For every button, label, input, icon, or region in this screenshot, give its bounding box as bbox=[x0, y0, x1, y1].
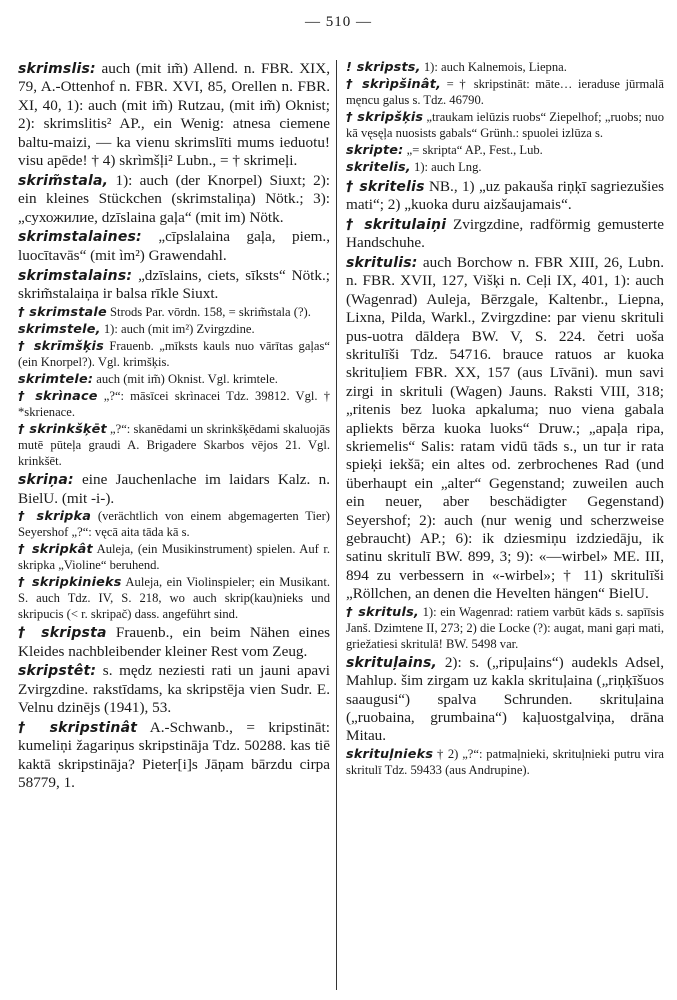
entry-text: Frauenb., ein beim Nähen eines Kleides nachbleibender kleiner Rest vom Zeug. bbox=[18, 624, 330, 660]
dictionary-entry bbox=[346, 605, 664, 652]
entry-headword: skripte: bbox=[346, 143, 404, 159]
dictionary-entry bbox=[18, 305, 330, 321]
entry-text: Frauenb. „mīksts kauls nuo vārītas gaļas“ (ein Knorpel?). Vgl. krimšķis. bbox=[18, 339, 330, 370]
dictionary-entry bbox=[18, 339, 330, 371]
dictionary-entry bbox=[18, 172, 330, 227]
dictionary-entry bbox=[346, 178, 664, 215]
entry-headword: † skrīmšķis bbox=[18, 339, 104, 355]
column-divider bbox=[336, 60, 337, 990]
entry-text: Auleja, (ein Musikinstrument) spielen. Auf r. skripka „Violine“ beruhend. bbox=[18, 542, 331, 573]
dictionary-entry bbox=[18, 662, 330, 717]
entry-headword: skrimtele: bbox=[18, 372, 94, 388]
entry-headword: skrimstalaines: bbox=[18, 229, 142, 246]
entry-headword: skripstêt: bbox=[18, 663, 97, 680]
dictionary-entry bbox=[18, 60, 330, 170]
dictionary-entry bbox=[18, 624, 330, 661]
entry-text: auch (mit im̃) Allend. n. FBR. XIX, 79, A.-Ottenhof n. FBR. XVI, 85, Orellen n. FBR. XI, 40, 1): auch (mit im̃) Rutzau, (mit im̃) Oknist; 2): skrimslitis² AP., ein Wenig: atnesa ciemene baltu-maizi, — ka vienu skrimslīti mums ieduotu! visu apēde! † 4) skrìmšļi² Lubn., = † skrimeļi. bbox=[18, 60, 330, 170]
left-column bbox=[18, 60, 330, 794]
right-column bbox=[346, 60, 664, 780]
entry-text: „traukam ielūzis ruobs“ Ziepelhof; „ruobs; nuo kā vęsęļa nuosists gabals“ Grünh.: spuolei izlūza s. bbox=[346, 110, 664, 140]
dictionary-entry bbox=[346, 254, 664, 604]
entry-text: Strods Par. vōrdn. 158, = skrim̃stala (?). bbox=[106, 304, 311, 319]
dictionary-entry bbox=[346, 110, 664, 142]
entry-text: (verächtlich von einem abgemagerten Tier) Seyershof „?“: vęcā aita tāda kā s. bbox=[18, 509, 330, 540]
entry-text: auch Borchow n. FBR XIII, 26, Lubn. n. FBR. XVII, 127, Višķi n. Ceļi IX, 401, 1): auch (Wagenrad) Auleja, Bērzgale, Kaltenbr., Liepna, Lixna, Pilda, Warkl., Zvirgzdine: par vienu skrituli pus-uotra dāldeŗa BW. V, S. 224. četri uoša skritulīši Tdz. 54716. brauce ratuos ar kuoka skrituļiem FBR. XX, 157 (aus Līvāni). mun savi zirgi in skrituli (Wagen) Jauns. Raksti VIII, 318; „ritenis bez luoka apkaluma; nuo viena gabala apliekts bērza kuoka luoks“ Druw.; „apaļa ripa, skriemelis“ Salis: ratam vidū tāds s., un tur ir rata spieķi iekšā; ein altes od. zerbrochenes Rad (und überhaupt ein „alter“ Gegenstand; zuweilen auch ein neuer, aber beschädigter Gegenstand) Seyershof; 2): auch (nur wenig und scherzweise gebraucht) AP.; 6): ik dziesmiņu izdziedāju, ik satinu skritulī BW. 899, 3; 9): «—wirbel» ME. III, 894 zu verbessern in «-wirbel»; † 11) skritulīši „Röllchen, an denen die Hevelten hängen“ BielU. bbox=[346, 253, 664, 603]
dictionary-entry bbox=[18, 575, 330, 622]
entry-text: „= skripta“ AP., Fest., Lub. bbox=[403, 143, 543, 158]
dictionary-entry bbox=[346, 143, 664, 159]
entry-text: „?“: skanēdami un skrinkšķēdami skaluojās mutē pūteļa graudi A. Brigadere Skarbos vējos 21. Vgl. krinkšēt. bbox=[18, 422, 330, 468]
entry-headword: † skrituls, bbox=[346, 605, 419, 621]
dictionary-entry bbox=[18, 228, 330, 265]
dictionary-entry bbox=[346, 160, 664, 176]
dictionary-entry bbox=[18, 267, 330, 304]
entry-text: NB., 1) „uz pakauša riņķī sagriezušies mati“; 2) „kuoka duru aizšaujamais“. bbox=[346, 177, 664, 213]
dictionary-entry bbox=[18, 719, 330, 793]
entry-text: auch (mit im̃) Oknist. Vgl. krimtele. bbox=[93, 372, 278, 387]
entry-text: s. mędz neziesti rati un jauni apavi Zvirgzdine. rakstīdams, ka skripstēja vien Sudr. E. Velnu dzinējs (1941), 53. bbox=[18, 662, 330, 717]
entry-headword: † skritulaiņi bbox=[346, 216, 447, 233]
entry-text: Auleja, ein Violinspieler; ein Musikant. S. auch Tdz. IV, S. 218, wo auch skrip(kau)nieks und skripucis (< r. skripač) dass. angeführt sind. bbox=[18, 575, 330, 621]
dictionary-entry bbox=[18, 322, 330, 338]
entry-headword: skrituļains, bbox=[346, 654, 438, 671]
entry-headword: † skripsta bbox=[18, 625, 107, 642]
entry-text: 1): ein Wagenrad: ratiem varbūt kāds s. sapīīsis Janš. Dzimtene II, 273; 2) die Locke (?): augat, mani gaŗi mati, griežatiesi skritulā! BW. 5498 var. bbox=[346, 605, 664, 651]
entry-headword: † skripstinât bbox=[18, 719, 138, 736]
entry-text: 1): auch (mit im²) Zvirgzdine. bbox=[100, 322, 255, 337]
entry-headword: skrimstalains: bbox=[18, 267, 133, 284]
entry-headword: skrim̃stala, bbox=[18, 172, 109, 189]
entry-headword: † skrìnace bbox=[18, 389, 98, 405]
entry-text: 1): auch Lng. bbox=[410, 160, 482, 175]
entry-headword: skritulis: bbox=[346, 254, 418, 271]
entry-headword: skrituļnieks bbox=[346, 747, 434, 763]
entry-text: „?“: māsīcei skrìnacei Tdz. 39812. Vgl. † *skrienace. bbox=[18, 389, 330, 420]
entry-text: 1): auch Kalnemois, Liepna. bbox=[420, 60, 567, 74]
entry-headword: skriņa: bbox=[18, 472, 74, 489]
dictionary-entry bbox=[18, 471, 330, 508]
entry-text: 2): s. („ripuļains“) audekls Adsel, Mahlup. šim zirgam uz kakla skrituļaina („riņķīšuos saaugusi“) spalva Schrunden. skrituļaina („ruobaina, grumbaina“) kaļuostgalviņa, drāna Mitau. bbox=[346, 653, 664, 745]
dictionary-entry bbox=[18, 509, 330, 541]
entry-text: 1): auch (der Knorpel) Siuxt; 2): ein kleines Stückchen (skrimstaliņa) Nötk.; 3): „сухожилие, dzīslaina gaļa“ (mit im) Nötk. bbox=[18, 171, 330, 226]
dictionary-entry bbox=[18, 422, 330, 469]
dictionary-entry bbox=[18, 542, 330, 574]
entry-headword: † skrimstale bbox=[18, 304, 107, 320]
entry-headword: skrimstele, bbox=[18, 322, 101, 338]
dictionary-entry bbox=[346, 60, 664, 76]
entry-text: = † skripstināt: māte… ieraduse jūrmalā męncu galus s. Tdz. 46790. bbox=[346, 77, 664, 107]
entry-headword: † skritelis bbox=[346, 178, 425, 195]
entry-text: Zvirgzdine, radförmig gemusterte Handschuhe. bbox=[346, 215, 664, 252]
dictionary-entry bbox=[18, 389, 330, 421]
dictionary-entry bbox=[346, 654, 664, 746]
entry-text: „cīpslalaina gaļa, piem., luocītavās“ (mit ìm²) Grawendahl. bbox=[18, 228, 330, 264]
entry-headword: ! skripsts, bbox=[346, 60, 421, 75]
entry-text: eine Jauchenlache im laidars Kalz. n. BielU. (mit -i-). bbox=[18, 471, 330, 507]
entry-headword: † skripšķis bbox=[346, 110, 424, 126]
dictionary-entry bbox=[346, 77, 664, 109]
dictionary-entry bbox=[346, 747, 664, 779]
page-number: — 510 — bbox=[305, 14, 372, 30]
entry-headword: skritelis, bbox=[346, 160, 411, 176]
dictionary-entry bbox=[18, 372, 330, 388]
dictionary-entry bbox=[346, 216, 664, 253]
entry-headword: † skripkât bbox=[18, 542, 93, 558]
entry-text: A.-Schwanb., = kripstināt: kumeliņi žagariņus skripstināja Tdz. 50288. kas tiē kaktā skripstināja? Pieter[i]s Jāņam bārzdu cirpa 58779, 1. bbox=[18, 718, 330, 792]
entry-text: „dzīslains, ciets, sīksts“ Nötk.; skrim̃stalaiņa ir balsa rīkle Siuxt. bbox=[18, 266, 330, 303]
entry-headword: † skrìpšinât, bbox=[346, 77, 442, 93]
entry-headword: † skrinkšķēt bbox=[18, 422, 107, 438]
entry-text: † 2) „?“: patmaļnieki, skrituļnieki putru vira skritulī Tdz. 59433 (aus Andrupine). bbox=[346, 747, 664, 778]
entry-headword: † skripkinieks bbox=[18, 575, 122, 591]
entry-headword: skrimslis: bbox=[18, 61, 96, 77]
entry-headword: † skripka bbox=[18, 509, 92, 525]
